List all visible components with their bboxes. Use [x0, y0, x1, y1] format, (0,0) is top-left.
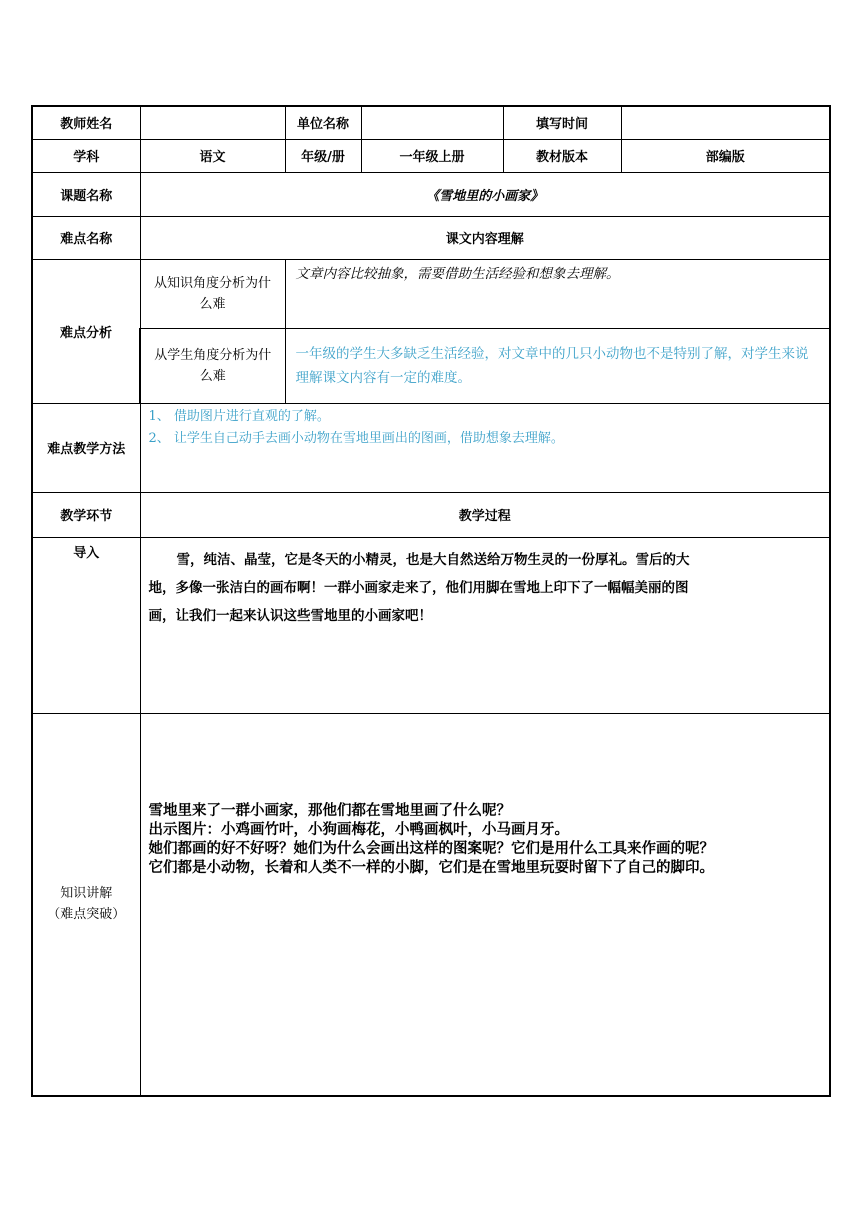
- grade-value: 一年级上册: [361, 139, 503, 172]
- method-item-1: 1、 借助图片进行直观的了解。: [148, 408, 330, 424]
- intro-line-3: 画，让我们一起来认识这些雪地里的小画家吧！: [148, 607, 432, 624]
- unit-value: [361, 106, 503, 139]
- intro-line-2: 地，多像一张洁白的画布啊！一群小画家走来了，他们用脚在雪地上印下了一幅幅美丽的图: [148, 579, 689, 596]
- edition-value: 部编版: [621, 139, 830, 172]
- intro-row: [32, 537, 830, 713]
- knowledge-label-line-1: 知识讲解: [60, 886, 113, 902]
- method-item-2: 2、 让学生自己动手去画小动物在雪地里画出的图画，借助想象去理解。: [148, 430, 564, 446]
- lesson-plan-table: [31, 105, 831, 1097]
- knowledge-line-1: 雪地里来了一群小画家，那他们都在雪地里画了什么呢？: [148, 802, 511, 819]
- edition-label: 教材版本: [503, 139, 621, 172]
- knowledge-angle-label: 从知识角度分析为什么难: [140, 259, 285, 328]
- analysis-label: 难点分析: [32, 259, 140, 403]
- lesson-title: 《雪地里的小画家》: [140, 172, 830, 216]
- difficulty-row: [32, 216, 830, 259]
- knowledge-label: [32, 713, 140, 1096]
- knowledge-row: [32, 713, 830, 1096]
- knowledge-content: [140, 713, 830, 1096]
- methods-row: [32, 403, 830, 492]
- header-row-2: [32, 139, 830, 172]
- difficulty-value: 课文内容理解: [140, 216, 830, 259]
- knowledge-line-3: 她们都画的好不好呀？她们为什么会画出这样的图案呢？它们是用什么工具来作画的呢？: [148, 840, 714, 857]
- process-label: 教学过程: [140, 492, 830, 537]
- grade-label: 年级/册: [285, 139, 361, 172]
- unit-label: 单位名称: [285, 106, 361, 139]
- student-angle-text: 一年级的学生大多缺乏生活经验，对文章中的几只小动物也不是特别了解，对学生来说理解课文内容有一定的难度。: [285, 328, 830, 403]
- stage-label: 教学环节: [32, 492, 140, 537]
- knowledge-line-2: 出示图片：小鸡画竹叶，小狗画梅花，小鸭画枫叶，小马画月牙。: [148, 821, 569, 838]
- analysis-row-student: [32, 328, 830, 403]
- methods-label: 难点教学方法: [32, 403, 140, 492]
- subject-value: 语文: [140, 139, 285, 172]
- date-label: 填写时间: [503, 106, 621, 139]
- lesson-label: 课题名称: [32, 172, 140, 216]
- student-angle-label: 从学生角度分析为什么难: [140, 328, 285, 403]
- knowledge-label-line-2: （难点突破）: [47, 907, 126, 923]
- knowledge-angle-text: 文章内容比较抽象，需要借助生活经验和想象去理解。: [285, 259, 830, 328]
- lesson-row: [32, 172, 830, 216]
- subject-label: 学科: [32, 139, 140, 172]
- date-value: [621, 106, 830, 139]
- analysis-row-knowledge: [32, 259, 830, 328]
- header-row-1: [32, 106, 830, 139]
- methods-list: [140, 403, 830, 492]
- knowledge-line-4: 它们都是小动物，长着和人类不一样的小脚，它们是在雪地里玩耍时留下了自己的脚印。: [148, 859, 714, 876]
- teacher-label: 教师姓名: [32, 106, 140, 139]
- teacher-value: [140, 106, 285, 139]
- intro-content: [140, 537, 830, 713]
- intro-label: 导入: [32, 537, 140, 713]
- intro-line-1: 雪，纯洁、晶莹，它是冬天的小精灵，也是大自然送给万物生灵的一份厚礼。雪后的大: [176, 551, 690, 568]
- process-header-row: [32, 492, 830, 537]
- difficulty-label: 难点名称: [32, 216, 140, 259]
